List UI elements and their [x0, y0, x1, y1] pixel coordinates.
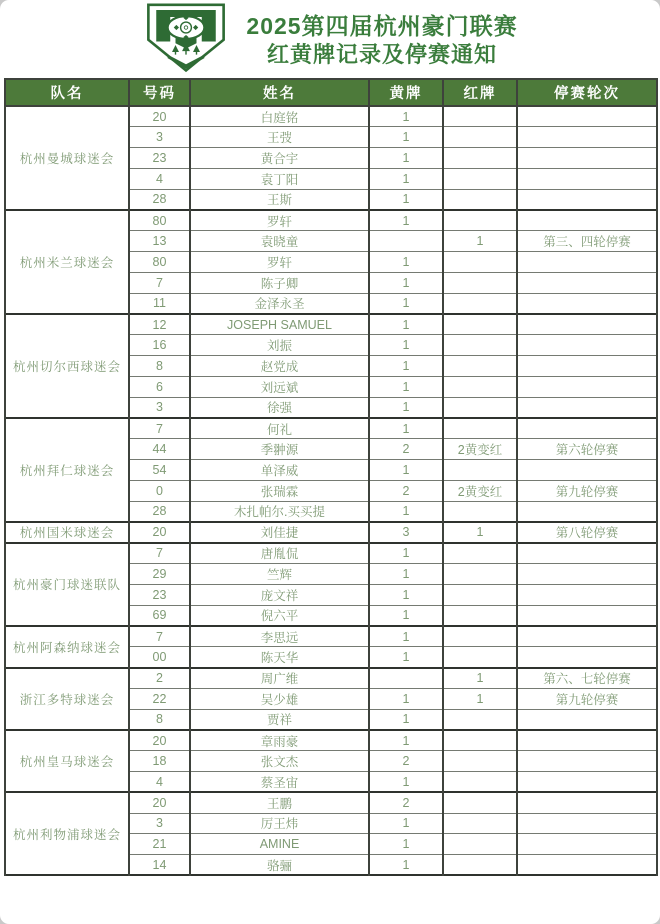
red-card-cell: 2黄变红	[443, 439, 517, 460]
yellow-card-cell: 1	[369, 189, 443, 210]
team-name-cell: 杭州皇马球迷会	[5, 730, 129, 792]
yellow-card-cell: 1	[369, 564, 443, 585]
red-card-cell	[443, 293, 517, 314]
player-name-cell: 袁丁阳	[190, 168, 369, 189]
suspension-cell	[517, 647, 657, 668]
red-card-cell: 1	[443, 522, 517, 543]
red-card-cell	[443, 626, 517, 647]
red-card-cell	[443, 356, 517, 377]
suspension-cell	[517, 106, 657, 127]
player-name-cell: 倪六平	[190, 605, 369, 626]
red-card-cell	[443, 376, 517, 397]
team-name-cell: 杭州国米球迷会	[5, 522, 129, 543]
yellow-card-cell: 1	[369, 772, 443, 793]
player-name-cell: 庞文祥	[190, 584, 369, 605]
number-cell: 69	[129, 605, 190, 626]
yellow-card-cell: 1	[369, 605, 443, 626]
yellow-card-cell: 2	[369, 751, 443, 772]
player-name-cell: 罗轩	[190, 252, 369, 273]
number-cell: 23	[129, 584, 190, 605]
red-card-cell	[443, 460, 517, 481]
yellow-card-cell: 1	[369, 356, 443, 377]
player-name-cell: 金泽永圣	[190, 293, 369, 314]
red-card-cell	[443, 751, 517, 772]
team-name-cell: 杭州阿森纳球迷会	[5, 626, 129, 668]
yellow-card-cell	[369, 231, 443, 252]
number-cell: 3	[129, 813, 190, 834]
table-row	[5, 106, 657, 127]
suspension-cell	[517, 189, 657, 210]
yellow-card-cell: 1	[369, 501, 443, 522]
player-name-cell: 章雨豪	[190, 730, 369, 751]
page-header	[0, 0, 660, 78]
suspension-cell	[517, 356, 657, 377]
number-cell: 3	[129, 127, 190, 148]
player-name-cell: 何礼	[190, 418, 369, 439]
league-crest-icon	[142, 3, 230, 78]
red-card-cell	[443, 709, 517, 730]
red-card-cell	[443, 501, 517, 522]
red-card-cell	[443, 584, 517, 605]
player-name-cell: 唐胤侃	[190, 543, 369, 564]
red-card-cell	[443, 772, 517, 793]
team-name-cell: 杭州拜仁球迷会	[5, 418, 129, 522]
red-card-cell	[443, 792, 517, 813]
number-cell: 00	[129, 647, 190, 668]
team-name-cell: 杭州米兰球迷会	[5, 210, 129, 314]
number-cell: 7	[129, 626, 190, 647]
number-cell: 21	[129, 834, 190, 855]
yellow-card-cell: 1	[369, 168, 443, 189]
player-name-cell: 刘远斌	[190, 376, 369, 397]
number-cell: 7	[129, 543, 190, 564]
number-cell: 23	[129, 148, 190, 169]
red-card-cell	[443, 730, 517, 751]
suspension-cell: 第三、四轮停赛	[517, 231, 657, 252]
yellow-card-cell: 1	[369, 584, 443, 605]
table-row	[5, 418, 657, 439]
team-name-cell: 杭州豪门球迷联队	[5, 543, 129, 626]
red-card-cell: 1	[443, 231, 517, 252]
column-header-team: 队名	[5, 79, 129, 106]
page-title-line1: 2025第四届杭州豪门联赛	[246, 12, 518, 39]
player-name-cell: 贾祥	[190, 709, 369, 730]
card-table-body	[5, 106, 657, 875]
yellow-card-cell: 1	[369, 272, 443, 293]
suspension-cell	[517, 730, 657, 751]
team-name-cell: 杭州利物浦球迷会	[5, 792, 129, 875]
player-name-cell: 骆骊	[190, 855, 369, 876]
number-cell: 14	[129, 855, 190, 876]
red-card-cell	[443, 189, 517, 210]
suspension-cell	[517, 460, 657, 481]
red-card-cell	[443, 564, 517, 585]
yellow-card-cell: 1	[369, 148, 443, 169]
table-row	[5, 522, 657, 543]
player-name-cell: 周广维	[190, 668, 369, 689]
yellow-card-cell: 1	[369, 335, 443, 356]
yellow-card-cell: 2	[369, 480, 443, 501]
red-card-cell	[443, 168, 517, 189]
yellow-card-cell: 1	[369, 626, 443, 647]
yellow-card-cell: 1	[369, 293, 443, 314]
player-name-cell: 陈子卿	[190, 272, 369, 293]
card-record-table	[4, 78, 658, 876]
suspension-cell	[517, 314, 657, 335]
player-name-cell: 王弢	[190, 127, 369, 148]
number-cell: 80	[129, 210, 190, 231]
number-cell: 11	[129, 293, 190, 314]
suspension-cell	[517, 813, 657, 834]
red-card-cell	[443, 106, 517, 127]
suspension-cell	[517, 792, 657, 813]
player-name-cell: 黄合宇	[190, 148, 369, 169]
red-card-cell: 1	[443, 668, 517, 689]
suspension-cell	[517, 252, 657, 273]
suspension-cell	[517, 834, 657, 855]
suspension-cell	[517, 501, 657, 522]
suspension-cell	[517, 709, 657, 730]
yellow-card-cell: 1	[369, 397, 443, 418]
suspension-cell	[517, 751, 657, 772]
yellow-card-cell: 1	[369, 730, 443, 751]
player-name-cell: 白庭铭	[190, 106, 369, 127]
player-name-cell: 张瑞霖	[190, 480, 369, 501]
yellow-card-cell	[369, 668, 443, 689]
number-cell: 80	[129, 252, 190, 273]
red-card-cell	[443, 335, 517, 356]
red-card-cell	[443, 252, 517, 273]
number-cell: 20	[129, 106, 190, 127]
number-cell: 6	[129, 376, 190, 397]
yellow-card-cell: 1	[369, 210, 443, 231]
suspension-cell: 第六轮停赛	[517, 439, 657, 460]
red-card-cell	[443, 647, 517, 668]
player-name-cell: 单泽威	[190, 460, 369, 481]
player-name-cell: AMINE	[190, 834, 369, 855]
number-cell: 2	[129, 668, 190, 689]
number-cell: 4	[129, 772, 190, 793]
red-card-cell	[443, 543, 517, 564]
red-card-cell	[443, 148, 517, 169]
red-card-cell	[443, 272, 517, 293]
suspension-cell	[517, 148, 657, 169]
column-header-yellow: 黄牌	[369, 79, 443, 106]
number-cell: 16	[129, 335, 190, 356]
player-name-cell: 李思远	[190, 626, 369, 647]
number-cell: 7	[129, 272, 190, 293]
team-name-cell: 浙江多特球迷会	[5, 668, 129, 730]
yellow-card-cell: 1	[369, 813, 443, 834]
yellow-card-cell: 1	[369, 647, 443, 668]
number-cell: 28	[129, 501, 190, 522]
red-card-cell	[443, 605, 517, 626]
player-name-cell: 张文杰	[190, 751, 369, 772]
player-name-cell: 竺辉	[190, 564, 369, 585]
table-row	[5, 626, 657, 647]
yellow-card-cell: 2	[369, 792, 443, 813]
suspension-cell: 第九轮停赛	[517, 688, 657, 709]
number-cell: 0	[129, 480, 190, 501]
red-card-cell: 2黄变红	[443, 480, 517, 501]
number-cell: 28	[129, 189, 190, 210]
yellow-card-cell: 1	[369, 543, 443, 564]
player-name-cell: 吴少雄	[190, 688, 369, 709]
suspension-cell: 第九轮停赛	[517, 480, 657, 501]
suspension-cell	[517, 397, 657, 418]
player-name-cell: 蔡圣宙	[190, 772, 369, 793]
number-cell: 20	[129, 522, 190, 543]
number-cell: 18	[129, 751, 190, 772]
column-header-suspension: 停赛轮次	[517, 79, 657, 106]
suspension-cell	[517, 584, 657, 605]
yellow-card-cell: 1	[369, 460, 443, 481]
red-card-cell	[443, 314, 517, 335]
player-name-cell: 季翀源	[190, 439, 369, 460]
number-cell: 8	[129, 356, 190, 377]
table-row	[5, 314, 657, 335]
table-row	[5, 210, 657, 231]
number-cell: 8	[129, 709, 190, 730]
player-name-cell: 赵党成	[190, 356, 369, 377]
yellow-card-cell: 1	[369, 709, 443, 730]
page-title-line2: 红黄牌记录及停赛通知	[266, 41, 497, 67]
player-name-cell: 徐强	[190, 397, 369, 418]
table-row	[5, 543, 657, 564]
card-record-table-wrap	[4, 78, 656, 876]
yellow-card-cell: 3	[369, 522, 443, 543]
player-name-cell: 木扎帕尔.买买提	[190, 501, 369, 522]
suspension-cell	[517, 335, 657, 356]
player-name-cell: 罗轩	[190, 210, 369, 231]
yellow-card-cell: 1	[369, 688, 443, 709]
number-cell: 29	[129, 564, 190, 585]
yellow-card-cell: 1	[369, 314, 443, 335]
number-cell: 20	[129, 792, 190, 813]
number-cell: 4	[129, 168, 190, 189]
yellow-card-cell: 1	[369, 834, 443, 855]
suspension-cell	[517, 564, 657, 585]
yellow-card-cell: 1	[369, 252, 443, 273]
suspension-cell: 第六、七轮停赛	[517, 668, 657, 689]
player-name-cell: 陈天华	[190, 647, 369, 668]
table-row	[5, 792, 657, 813]
column-header-red: 红牌	[443, 79, 517, 106]
suspension-cell	[517, 210, 657, 231]
number-cell: 3	[129, 397, 190, 418]
suspension-cell	[517, 605, 657, 626]
number-cell: 20	[129, 730, 190, 751]
table-row	[5, 668, 657, 689]
yellow-card-cell: 1	[369, 106, 443, 127]
player-name-cell: 刘振	[190, 335, 369, 356]
red-card-cell	[443, 813, 517, 834]
number-cell: 13	[129, 231, 190, 252]
red-card-cell	[443, 210, 517, 231]
suspension-cell	[517, 168, 657, 189]
number-cell: 7	[129, 418, 190, 439]
player-name-cell: 王斯	[190, 189, 369, 210]
yellow-card-cell: 1	[369, 418, 443, 439]
suspension-cell	[517, 272, 657, 293]
player-name-cell: 王鹏	[190, 792, 369, 813]
suspension-cell	[517, 418, 657, 439]
suspension-cell: 第八轮停赛	[517, 522, 657, 543]
yellow-card-cell: 2	[369, 439, 443, 460]
number-cell: 22	[129, 688, 190, 709]
suspension-cell	[517, 855, 657, 876]
number-cell: 12	[129, 314, 190, 335]
red-card-cell	[443, 418, 517, 439]
player-name-cell: JOSEPH SAMUEL	[190, 314, 369, 335]
player-name-cell: 袁晓童	[190, 231, 369, 252]
table-row	[5, 730, 657, 751]
red-card-cell	[443, 397, 517, 418]
player-name-cell: 刘佳捷	[190, 522, 369, 543]
player-name-cell: 厉王炜	[190, 813, 369, 834]
yellow-card-cell: 1	[369, 376, 443, 397]
suspension-cell	[517, 626, 657, 647]
red-card-cell	[443, 834, 517, 855]
number-cell: 44	[129, 439, 190, 460]
table-header-row	[5, 79, 657, 106]
column-header-number: 号码	[129, 79, 190, 106]
suspension-cell	[517, 127, 657, 148]
team-name-cell: 杭州切尔西球迷会	[5, 314, 129, 418]
league-crest-svg	[142, 3, 230, 73]
yellow-card-cell: 1	[369, 855, 443, 876]
number-cell: 54	[129, 460, 190, 481]
red-card-cell: 1	[443, 688, 517, 709]
column-header-name: 姓名	[190, 79, 369, 106]
table-header	[5, 79, 657, 106]
team-name-cell: 杭州曼城球迷会	[5, 106, 129, 210]
yellow-card-cell: 1	[369, 127, 443, 148]
red-card-cell	[443, 127, 517, 148]
suspension-cell	[517, 376, 657, 397]
page-title	[246, 12, 517, 69]
suspension-cell	[517, 293, 657, 314]
suspension-cell	[517, 772, 657, 793]
suspension-cell	[517, 543, 657, 564]
red-card-cell	[443, 855, 517, 876]
